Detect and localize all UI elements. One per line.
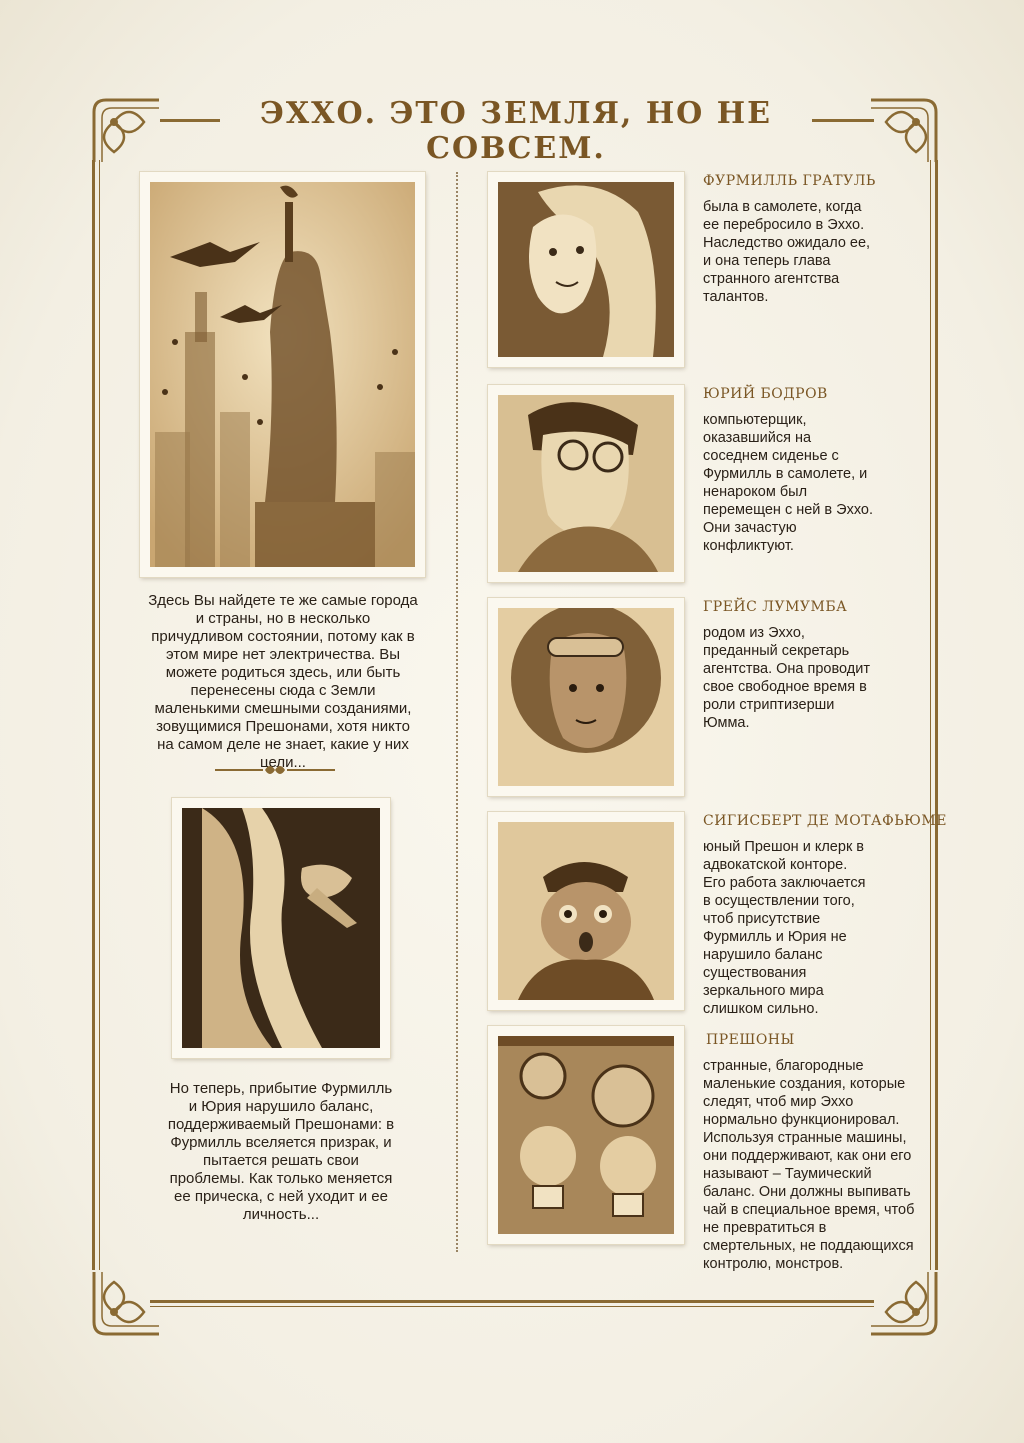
- balance-description-caption: Но теперь, прибытие Фурмилль и Юрия нарушило баланс, поддерживаемый Прешонами: в Фурмилль вселяется призрак, и пытается решать свои проблемы. Как только меняется ее прическа, с ней уходит и ее личность...: [167, 1080, 395, 1223]
- yuri-portrait-art: [498, 395, 674, 572]
- sigisbert-portrait-art: [498, 822, 674, 1000]
- frame-left-inner-border: [99, 160, 100, 1270]
- character-desc-preshons: странные, благородные маленькие создания, которые следят, чтоб мир Эххо нормально функционировал. Используя странные машины, они поддерживают, как они его называют – Таумический баланс. Они должны выпивать чай в специальное время, чтоб не превратиться в смертельных, не поддающихся контролю, монстров.: [703, 1058, 915, 1272]
- corner-ornament-top-left-icon: [84, 92, 164, 172]
- character-name-sigisbert: СИГИСБЕРТ ДЕ МОТАФЬЮМЕ: [703, 813, 947, 829]
- column-divider: [456, 172, 458, 1252]
- statue-city-dragons-art: [150, 182, 415, 567]
- corner-ornament-bottom-left-icon: [84, 1262, 164, 1342]
- character-name-preshons: ПРЕШОНЫ: [706, 1032, 795, 1048]
- grace-portrait-art: [498, 608, 674, 786]
- hair-and-hand-art: [182, 808, 380, 1048]
- title-rule-right: [812, 119, 874, 122]
- character-name-furmill: ФУРМИЛЛЬ ГРАТУЛЬ: [703, 173, 876, 189]
- title-rule-left: [160, 119, 220, 122]
- portrait-furmill: [488, 172, 684, 367]
- frame-bottom-border: [150, 1300, 874, 1303]
- corner-ornament-top-right-icon: [866, 92, 946, 172]
- illustration-statue-of-liberty: [140, 172, 425, 577]
- character-desc-furmill: была в самолете, когда ее перебросило в Эххо. Наследство ожидало ее, и она теперь глава странного агентства талантов.: [703, 199, 871, 305]
- portrait-grace: [488, 598, 684, 796]
- portrait-yuri: [488, 385, 684, 582]
- character-desc-yuri: компьютерщик, оказавшийся на соседнем сиденье с Фурмилль в самолете, и ненароком был перемещен с ней в Эххо. Они зачастую конфликтуют.: [703, 412, 874, 554]
- divider-ornament-icon: [215, 762, 335, 778]
- corner-ornament-bottom-right-icon: [866, 1262, 946, 1342]
- frame-left-border: [92, 160, 95, 1270]
- illustration-hair-portrait: [172, 798, 390, 1058]
- character-desc-sigisbert: юный Прешон и клерк в адвокатской конторе. Его работа заключается в осуществлении того, чтоб присутствие Фурмилль и Юрия не нарушило баланс существования зеркального мира слишком сильно.: [703, 839, 866, 1017]
- frame-bottom-inner-border: [150, 1306, 874, 1307]
- portrait-sigisbert: [488, 812, 684, 1010]
- frame-right-inner-border: [930, 160, 931, 1270]
- character-desc-grace: родом из Эххо, преданный секретарь агентства. Она проводит свое свободное время в роли стриптизерши Юмма.: [703, 625, 870, 731]
- furmill-portrait-art: [498, 182, 674, 357]
- frame-right-border: [935, 160, 938, 1270]
- page-title: ЭХХО. ЭТО ЗЕМЛЯ, НО НЕ СОВСЕМ.: [260, 96, 772, 166]
- world-description-caption: Здесь Вы найдете те же самые города и страны, но в несколько причудливом состоянии, потому как в этом мире нет электричества. Вы можете родиться здесь, или быть перенесены сюда с Земли маленькими смешными созданиями, зовущимися Прешонами, хотя никто на самом деле не знает, какие у них цели...: [148, 592, 418, 771]
- portrait-preshons: [488, 1026, 684, 1244]
- preshons-portrait-art: [498, 1036, 674, 1234]
- character-name-grace: ГРЕЙС ЛУМУМБА: [703, 599, 848, 615]
- character-name-yuri: ЮРИЙ БОДРОВ: [703, 386, 828, 402]
